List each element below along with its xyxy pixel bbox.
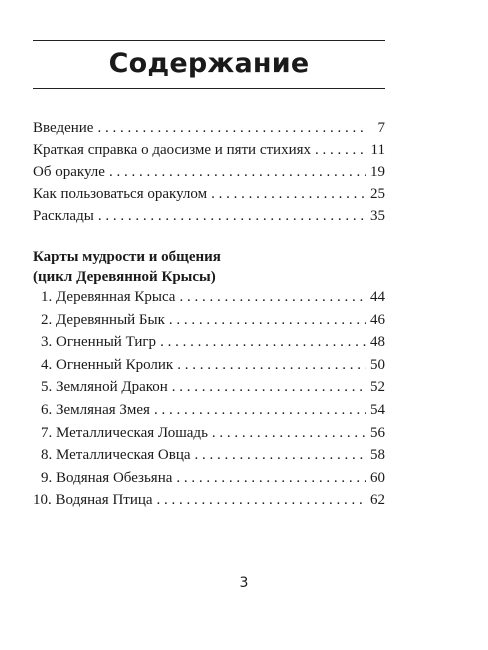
toc-entry[interactable] (33, 286, 385, 309)
toc-entry-title: 6. Земляная Змея (41, 401, 150, 418)
toc-entry-page: 44 (370, 289, 385, 305)
toc-entry-title: 8. Металлическая Овца (41, 447, 191, 464)
toc-entry-title: Введение (33, 120, 94, 136)
toc-entry-page: 50 (370, 356, 385, 373)
toc-entry-page: 46 (370, 311, 385, 328)
toc-entry[interactable] (33, 354, 385, 377)
toc-entry-title: 7. Металлическая Лошадь (41, 424, 208, 441)
toc-entry-page: 52 (370, 379, 385, 396)
toc-entry-title: 3. Огненный Тигр (41, 334, 157, 351)
toc-entry[interactable] (33, 489, 385, 512)
toc-entry[interactable] (33, 161, 385, 183)
toc-entry[interactable] (33, 422, 385, 445)
section-heading-line: Карты мудрости и общения (33, 249, 221, 265)
toc-entry-title: Об оракуле (33, 164, 105, 180)
toc-entry-title: 9. Водяная Обезьяна (41, 469, 173, 486)
dot-leader (212, 422, 366, 445)
cards-toc (33, 286, 385, 512)
toc-entry[interactable] (33, 467, 385, 490)
dot-leader (172, 376, 366, 399)
toc-entry-title: 1. Деревянная Крыса (41, 289, 176, 305)
toc-entry-page: 56 (370, 424, 385, 441)
section-heading-line: (цикл Деревянной Крысы) (33, 269, 216, 285)
toc-entry-page: 25 (370, 186, 385, 202)
dot-leader (211, 183, 366, 205)
toc-entry[interactable] (33, 309, 385, 332)
toc-entry[interactable] (33, 139, 385, 161)
dot-leader (154, 399, 366, 422)
toc-entry-title: Краткая справка о даосизме и пяти стихиях (33, 142, 312, 158)
toc-entry-title: 4. Огненный Кролик (41, 356, 174, 373)
dot-leader (109, 161, 366, 183)
toc-entry[interactable] (33, 444, 385, 467)
toc-entry-title: 5. Земляной Дракон (41, 379, 168, 396)
toc-entry-title: Расклады (33, 208, 94, 224)
dot-leader (157, 489, 366, 512)
dot-leader (176, 467, 366, 490)
toc-entry-page: 54 (370, 401, 385, 418)
toc-entry[interactable] (33, 117, 385, 139)
section-heading (33, 247, 221, 287)
toc-entry[interactable] (33, 376, 385, 399)
toc-entry[interactable] (33, 205, 385, 227)
dot-leader (179, 286, 366, 309)
page-number: 3 (239, 575, 249, 591)
toc-entry[interactable] (33, 399, 385, 422)
toc-entry[interactable] (33, 331, 385, 354)
intro-toc (33, 117, 385, 227)
dot-leader (98, 205, 366, 227)
page-title: Содержание (108, 48, 310, 79)
toc-entry-page: 7 (377, 120, 385, 136)
bottom-rule (33, 88, 385, 89)
dot-leader (195, 444, 366, 467)
toc-entry-page: 48 (370, 334, 385, 351)
dot-leader (160, 331, 366, 354)
toc-entry-page: 58 (370, 447, 385, 464)
dot-leader (97, 117, 367, 139)
toc-entry[interactable] (33, 183, 385, 205)
toc-entry-title: 2. Деревянный Бык (41, 311, 165, 328)
toc-entry-page: 19 (370, 164, 385, 180)
toc-entry-page: 60 (370, 469, 385, 486)
toc-entry-page: 11 (370, 142, 385, 158)
dot-leader (315, 139, 367, 161)
dot-leader (169, 309, 366, 332)
toc-entry-title: 10. Водяная Птица (33, 492, 153, 509)
top-rule (33, 40, 385, 41)
dot-leader (177, 354, 366, 377)
toc-entry-title: Как пользоваться оракулом (33, 186, 208, 202)
toc-entry-page: 35 (370, 208, 385, 224)
toc-entry-page: 62 (370, 492, 385, 509)
